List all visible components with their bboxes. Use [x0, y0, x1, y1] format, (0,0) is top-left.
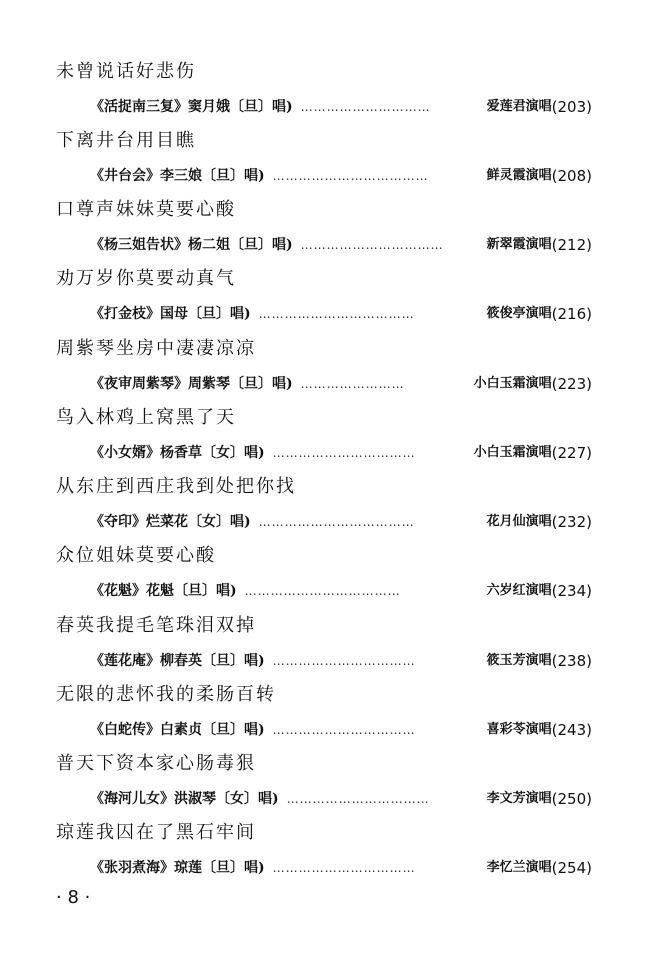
performer-name: 爱莲君演唱 — [486, 99, 552, 114]
performer-name: 小白玉霜演唱 — [473, 376, 552, 391]
page-reference: (227) — [551, 444, 592, 462]
song-title: 琼莲我囚在了黑石牢间 — [56, 822, 256, 843]
source-line — [90, 442, 592, 464]
dot-leader: ……………………………… — [272, 169, 429, 183]
source-line — [90, 234, 592, 256]
performer-name: 鲜灵霞演唱 — [486, 168, 552, 183]
performer-name: 李文芳演唱 — [486, 791, 552, 806]
dot-leader: …………………………… — [272, 654, 416, 668]
song-title: 春英我提毛笔珠泪双掉 — [56, 615, 256, 636]
song-title: 从东庄到西庄我到处把你找 — [56, 476, 296, 497]
work-and-role: 《杨三姐告状》杨二姐〔旦〕唱) — [90, 237, 293, 253]
source-line — [90, 303, 592, 325]
song-title: 无限的悲怀我的柔肠百转 — [56, 684, 276, 705]
song-title: 周紫琴坐房中凄凄凉凉 — [56, 338, 256, 359]
source-line — [90, 511, 592, 533]
song-title: 鸟入林鸡上窝黑了天 — [56, 407, 236, 428]
work-and-role: 《白蛇传》白素贞〔旦〕唱) — [90, 722, 265, 738]
page-reference: (250) — [551, 790, 592, 808]
work-and-role: 《井台会》李三娘〔旦〕唱) — [90, 168, 265, 184]
source-line — [90, 650, 592, 672]
source-line — [90, 373, 592, 395]
page-reference: (238) — [551, 652, 592, 670]
song-title: 普天下资本家心肠毒狠 — [56, 753, 256, 774]
page-reference: (243) — [551, 721, 592, 739]
performer-name: 筱俊亭演唱 — [486, 306, 552, 321]
source-line — [90, 580, 592, 602]
source-line — [90, 96, 592, 118]
dot-leader: …………………………… — [272, 446, 416, 460]
page-reference: (216) — [551, 305, 592, 323]
dot-leader: …………………………… — [300, 238, 444, 252]
song-title: 口尊声妹妹莫要心酸 — [56, 199, 236, 220]
source-line — [90, 857, 592, 879]
song-title: 未曾说话好悲伤 — [56, 61, 196, 82]
source-line — [90, 165, 592, 187]
performer-name: 小白玉霜演唱 — [473, 445, 552, 460]
page-reference: (223) — [551, 375, 592, 393]
performer-name: 六岁红演唱 — [486, 583, 552, 598]
song-title: 下离井台用目瞧 — [56, 130, 196, 151]
work-and-role: 《莲花庵》柳春英〔旦〕唱) — [90, 653, 265, 669]
dot-leader: …………………………… — [286, 792, 430, 806]
performer-name: 新翠霞演唱 — [486, 237, 552, 252]
work-and-role: 《活捉南三复》窦月娥〔旦〕唱) — [90, 99, 293, 115]
dot-leader: ……………………………… — [244, 584, 401, 598]
work-and-role: 《海河儿女》洪淑琴〔女〕唱) — [90, 791, 279, 807]
page-reference: (232) — [551, 513, 592, 531]
page-reference: (212) — [551, 236, 592, 254]
song-title: 众位姐妹莫要心酸 — [56, 545, 216, 566]
work-and-role: 《打金枝》国母〔旦〕唱) — [90, 306, 251, 322]
source-line — [90, 719, 592, 741]
work-and-role: 《夜审周紫琴》周紫琴〔旦〕唱) — [90, 376, 293, 392]
work-and-role: 《夺印》烂菜花〔女〕唱) — [90, 514, 251, 530]
page-reference: (203) — [551, 98, 592, 116]
work-and-role: 《花魁》花魁〔旦〕唱) — [90, 583, 237, 599]
performer-name: 喜彩苓演唱 — [486, 722, 552, 737]
performer-name: 筱玉芳演唱 — [486, 653, 552, 668]
source-line — [90, 788, 592, 810]
dot-leader: ………………………… — [300, 100, 431, 114]
page-number: · 8 · — [56, 887, 91, 908]
page-reference: (234) — [551, 582, 592, 600]
dot-leader: ……………………………… — [258, 307, 415, 321]
performer-name: 花月仙演唱 — [486, 514, 552, 529]
toc-entry — [0, 821, 666, 961]
dot-leader: …………………………… — [272, 723, 416, 737]
page-reference: (254) — [551, 859, 592, 877]
dot-leader: …………………… — [300, 377, 405, 391]
dot-leader: ……………………………… — [258, 515, 415, 529]
song-title: 劝万岁你莫要动真气 — [56, 268, 236, 289]
page-reference: (208) — [551, 167, 592, 185]
work-and-role: 《小女婿》杨香草〔女〕唱) — [90, 445, 265, 461]
work-and-role: 《张羽煮海》琼莲〔旦〕唱) — [90, 860, 265, 876]
dot-leader: …………………………… — [272, 861, 416, 875]
performer-name: 李忆兰演唱 — [486, 860, 552, 875]
